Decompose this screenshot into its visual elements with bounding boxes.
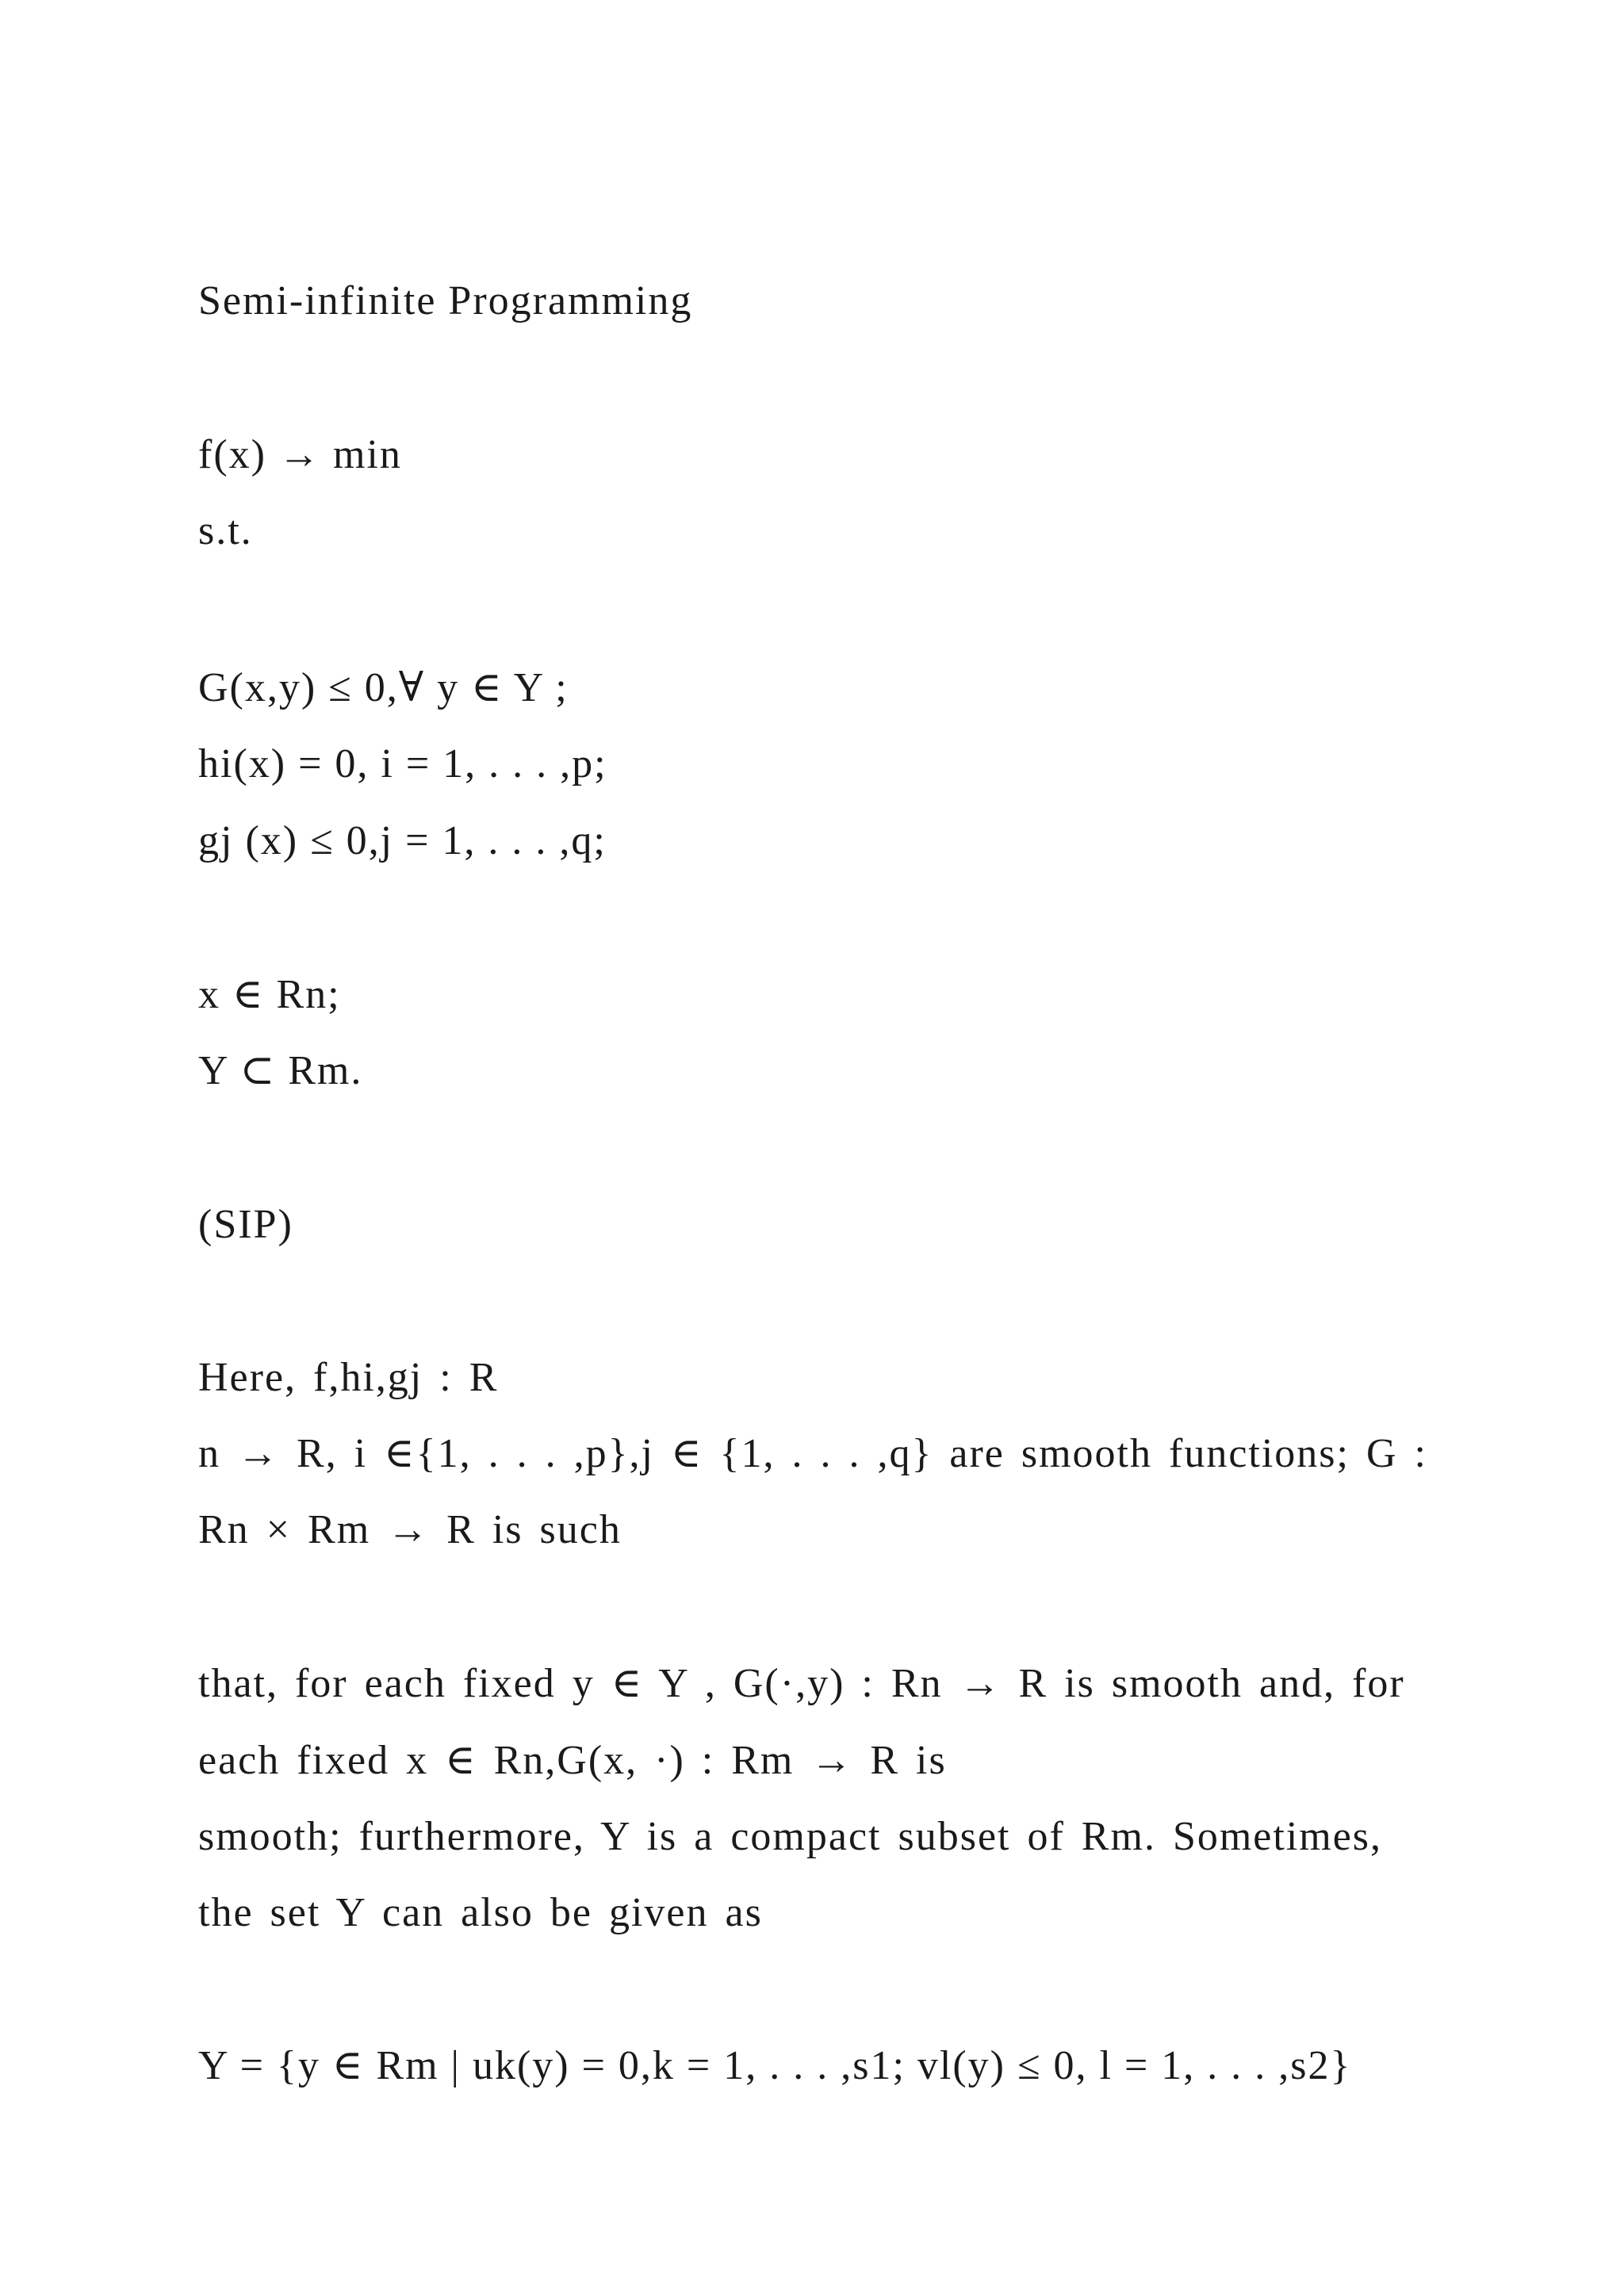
constraint-line: hi(x) = 0, i = 1, . . . ,p; — [198, 741, 607, 786]
set-definition-line: Y = {y ∈ Rm | uk(y) = 0,k = 1, . . . ,s1; vl(y) ≤ 0, l = 1, . . . ,s2} — [198, 2043, 1352, 2088]
paragraph-line: Here, f,hi,gj : R — [198, 1355, 499, 1400]
document-title: Semi-infinite Programming — [198, 278, 693, 323]
paragraph-line: each fixed x ∈ Rn,G(x, ·) : Rm → R is — [198, 1738, 947, 1783]
paragraph-line: the set Y can also be given as — [198, 1890, 763, 1935]
paragraph-line: n → R, i ∈{1, . . . ,p},j ∈ {1, . . . ,q} are smooth functions; G : — [198, 1431, 1427, 1476]
domain-line: Y ⊂ Rm. — [198, 1048, 363, 1093]
paragraph-line: Rn × Rm → R is such — [198, 1507, 622, 1552]
problem-label: (SIP) — [198, 1202, 293, 1247]
domain-line: x ∈ Rn; — [198, 972, 341, 1017]
paragraph-line: smooth; furthermore, Y is a compact subset of Rm. Sometimes, — [198, 1814, 1383, 1859]
paragraph-line: that, for each fixed y ∈ Y , G(·,y) : Rn → R is smooth and, for — [198, 1661, 1405, 1706]
constraint-line: G(x,y) ≤ 0,∀ y ∈ Y ; — [198, 665, 569, 710]
constraint-line: gj (x) ≤ 0,j = 1, . . . ,q; — [198, 818, 607, 863]
objective-line: f(x) → min — [198, 432, 402, 477]
subject-to-line: s.t. — [198, 508, 253, 553]
